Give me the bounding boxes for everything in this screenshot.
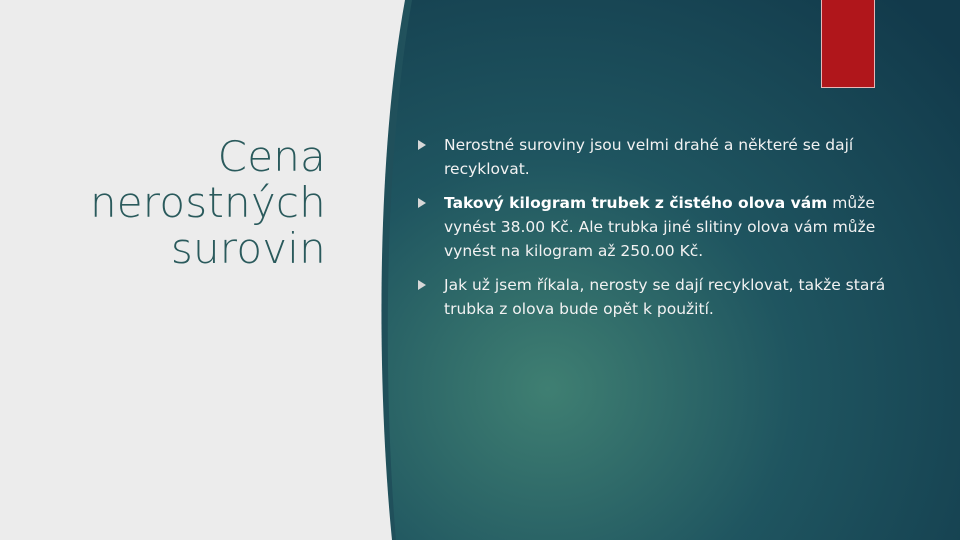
title-line-3: surovin: [170, 224, 326, 273]
triangle-right-icon: [418, 198, 426, 208]
slide-title: [26, 134, 326, 272]
bullet-item: [418, 273, 896, 321]
triangle-right-icon: [418, 280, 426, 290]
bullet-text: Nerostné suroviny jsou velmi drahé a některé se dají recyklovat.: [444, 136, 854, 178]
bullet-lead: Takový kilogram trubek z čistého olova vám: [444, 194, 828, 212]
title-line-1: Cena: [217, 132, 326, 181]
bullet-list: [418, 133, 896, 331]
bullet-text: může vynést 38.00 Kč. Ale trubka jiné slitiny olova vám může vynést na kilogram až 250.00 Kč.: [444, 194, 876, 260]
title-line-2: nerostných: [89, 178, 326, 227]
bullet-item: [418, 191, 896, 263]
triangle-right-icon: [418, 140, 426, 150]
bullet-item: [418, 133, 896, 181]
accent-bar: [821, 0, 875, 88]
bullet-text: Jak už jsem říkala, nerosty se dají recyklovat, takže stará trubka z olova bude opět k použití.: [444, 276, 886, 318]
